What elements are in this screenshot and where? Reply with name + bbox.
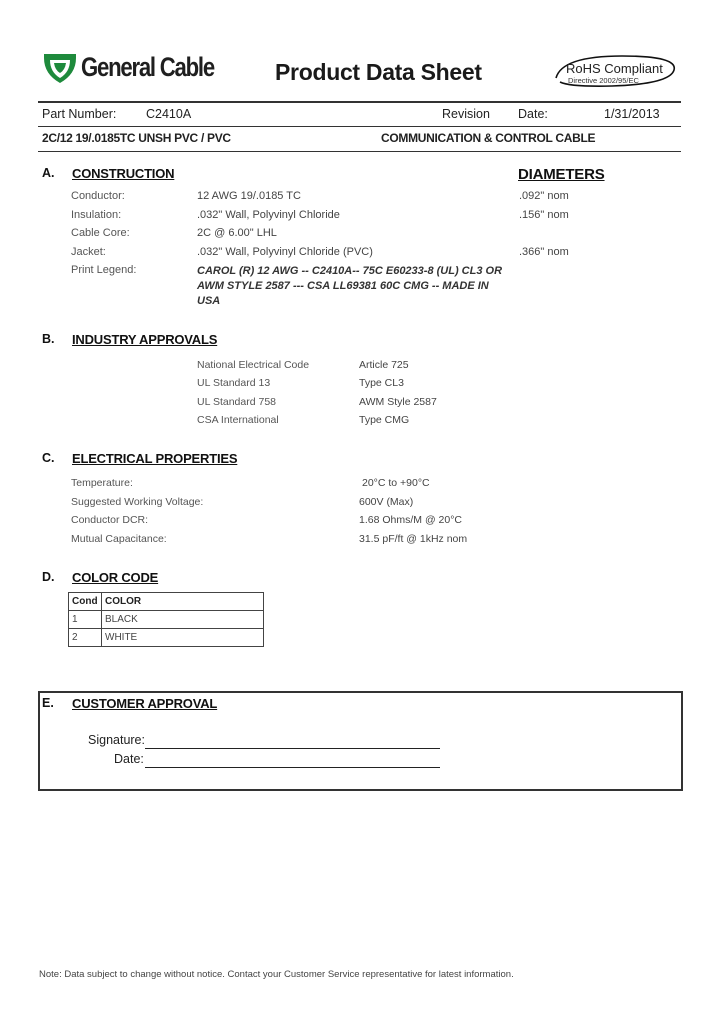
electrical-letter: C. [42, 451, 55, 465]
general-cable-shield-icon [43, 52, 77, 84]
construction-letter: A. [42, 166, 55, 180]
company-logo [43, 52, 243, 86]
diameters-title: DIAMETERS [518, 166, 605, 183]
table-row [69, 611, 264, 629]
rohs-badge [552, 52, 680, 92]
print-legend-text: CAROL (R) 12 AWG -- C2410A-- 75C E60233-8 (UL) CL3 OR AWM STYLE 2587 --- CSA LL69381 60C CMG -- MADE IN USA [197, 265, 503, 307]
approval-name: National Electrical Code [197, 359, 310, 371]
approval-date-label: Date: [114, 752, 144, 766]
part-category: COMMUNICATION & CONTROL CABLE [381, 131, 596, 145]
header-rule-3 [38, 151, 681, 152]
page-title: Product Data Sheet [275, 59, 482, 85]
approval-value: AWM Style 2587 [359, 396, 437, 408]
cond-cell: 1 [69, 611, 102, 629]
conductor-value: 12 AWG 19/.0185 TC [197, 190, 301, 202]
rohs-main-text: RoHS Compliant [566, 61, 663, 76]
revision-label: Revision [442, 107, 490, 121]
jacket-label: Jacket: [71, 246, 106, 258]
customer-letter: E. [42, 696, 54, 710]
color-code-title: COLOR CODE [72, 570, 159, 585]
cond-cell: 2 [69, 629, 102, 647]
cond-header: Cond [69, 593, 102, 611]
approval-value: Type CL3 [359, 377, 404, 389]
electrical-value: 20°C to +90°C [362, 477, 430, 489]
electrical-name: Mutual Capacitance: [71, 533, 167, 545]
approvals-letter: B. [42, 332, 55, 346]
top-rule [38, 101, 681, 103]
approvals-title: INDUSTRY APPROVALS [72, 332, 218, 347]
part-number-label: Part Number: [42, 107, 117, 121]
color-code-letter: D. [42, 570, 55, 584]
conductor-label: Conductor: [71, 190, 125, 202]
approval-name: UL Standard 13 [197, 377, 271, 389]
electrical-value: 1.68 Ohms/M @ 20°C [359, 514, 462, 526]
conductor-diameter: .092" nom [519, 190, 569, 202]
electrical-name: Suggested Working Voltage: [71, 496, 204, 508]
table-header-row [69, 593, 264, 611]
rohs-sub-text: Directive 2002/95/EC [568, 76, 639, 85]
approval-date-line[interactable] [145, 767, 440, 768]
cable-core-label: Cable Core: [71, 227, 130, 239]
electrical-value: 31.5 pF/ft @ 1kHz nom [359, 533, 468, 545]
header-rule-2 [38, 126, 681, 127]
cable-core-value: 2C @ 6.00" LHL [197, 227, 277, 239]
signature-line[interactable] [145, 748, 440, 749]
electrical-name: Conductor DCR: [71, 514, 149, 526]
date-label: Date: [518, 107, 548, 121]
part-number: C2410A [146, 107, 192, 121]
jacket-diameter: .366" nom [519, 246, 569, 258]
company-name: General Cable [81, 52, 214, 82]
electrical-value: 600V (Max) [359, 496, 414, 508]
print-legend-label: Print Legend: [71, 264, 137, 276]
insulation-diameter: .156" nom [519, 209, 569, 221]
date-value: 1/31/2013 [604, 107, 660, 121]
customer-title: CUSTOMER APPROVAL [72, 696, 218, 711]
electrical-title: ELECTRICAL PROPERTIES [72, 451, 238, 466]
jacket-value: .032" Wall, Polyvinyl Chloride (PVC) [197, 246, 373, 258]
color-code-table [68, 592, 264, 647]
color-cell: BLACK [102, 611, 264, 629]
part-description: 2C/12 19/.0185TC UNSH PVC / PVC [42, 131, 231, 145]
color-header: COLOR [102, 593, 264, 611]
approval-value: Type CMG [359, 414, 410, 426]
signature-label: Signature: [88, 733, 145, 747]
insulation-label: Insulation: [71, 209, 122, 221]
footer-note: Note: Data subject to change without notice. Contact your Customer Service representative for latest information. [39, 969, 514, 980]
electrical-name: Temperature: [71, 477, 133, 489]
approval-value: Article 725 [359, 359, 409, 371]
table-row [69, 629, 264, 647]
approval-name: UL Standard 758 [197, 396, 277, 408]
construction-title: CONSTRUCTION [72, 166, 175, 181]
approval-name: CSA International [197, 414, 279, 426]
insulation-value: .032" Wall, Polyvinyl Chloride [197, 209, 340, 221]
color-cell: WHITE [102, 629, 264, 647]
